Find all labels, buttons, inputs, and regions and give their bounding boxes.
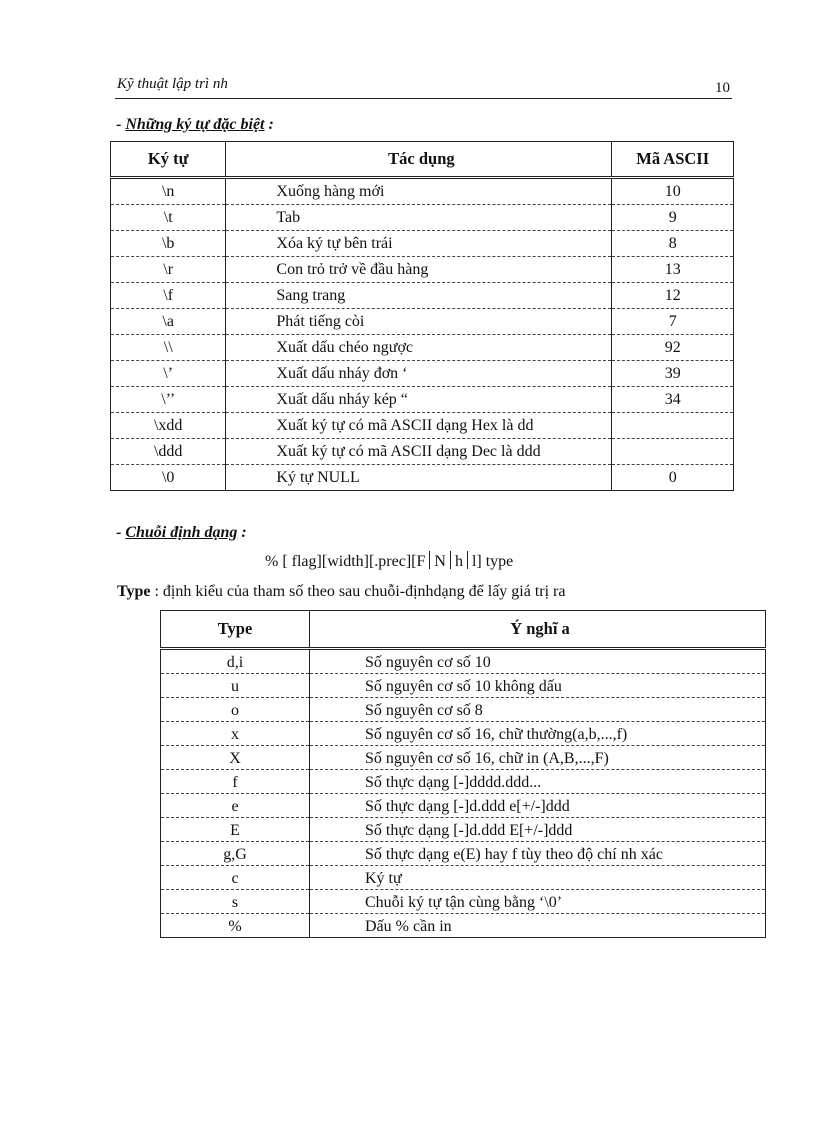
table-cell: Tab	[226, 205, 612, 231]
type-label: Type	[117, 583, 151, 600]
table-cell: \’	[111, 361, 226, 387]
special-chars-table	[110, 141, 734, 491]
section-format-string-heading: - Chuỗi định dạng :	[116, 524, 247, 541]
table-cell: %	[161, 914, 310, 938]
table-cell: 12	[612, 283, 734, 309]
table-cell: Số thực dạng e(E) hay f tùy theo độ chí nh xác	[310, 842, 766, 866]
table-row	[161, 746, 766, 770]
table-cell: \a	[111, 309, 226, 335]
table-cell: Số nguyên cơ số 16, chữ thường(a,b,...,f)	[310, 722, 766, 746]
table-cell: Số thực dạng [-]dddd.ddd...	[310, 770, 766, 794]
table-cell: 92	[612, 335, 734, 361]
table-row	[161, 890, 766, 914]
table-row	[111, 178, 734, 205]
table-cell: g,G	[161, 842, 310, 866]
table-cell: Số nguyên cơ số 10	[310, 649, 766, 674]
table-cell: 0	[612, 465, 734, 491]
type-text: : định kiểu của tham số theo sau chuỗi-địnhdạng để lấy giá trị ra	[150, 583, 566, 600]
section-special-chars-label: Những ký tự đặc biệt	[125, 116, 265, 133]
table-cell: Ký tự	[310, 866, 766, 890]
section-format-string-label: Chuỗi định dạng	[125, 524, 238, 541]
header-title: Kỹ thuật lập trì nh	[117, 76, 228, 92]
table-cell: Xuống hàng mới	[226, 178, 612, 205]
table-row	[161, 914, 766, 938]
table-cell: o	[161, 698, 310, 722]
section-special-chars-heading: - Những ký tự đặc biệt :	[116, 116, 274, 133]
table-cell: Số nguyên cơ số 8	[310, 698, 766, 722]
table-cell: x	[161, 722, 310, 746]
table-cell: 8	[612, 231, 734, 257]
table-row	[161, 818, 766, 842]
table-cell: X	[161, 746, 310, 770]
table-row	[161, 866, 766, 890]
table-cell: \n	[111, 178, 226, 205]
table-row	[111, 231, 734, 257]
separator-bar	[467, 551, 468, 569]
table-row	[111, 413, 734, 439]
table-cell: 9	[612, 205, 734, 231]
table-cell: Con trỏ trở về đầu hàng	[226, 257, 612, 283]
table-row	[111, 309, 734, 335]
table-cell: 7	[612, 309, 734, 335]
table-header-row	[111, 142, 734, 178]
column-header: Ký tự	[111, 142, 226, 178]
separator-bar	[429, 551, 430, 569]
table-cell: Xuất dấu nháy kép “	[226, 387, 612, 413]
column-header: Tác dụng	[226, 142, 612, 178]
format-syntax: % [ flag][width][.prec][F N h l] type	[265, 553, 514, 570]
table-cell: \ddd	[111, 439, 226, 465]
table-cell: Số thực dạng [-]d.ddd E[+/-]ddd	[310, 818, 766, 842]
table-cell	[612, 439, 734, 465]
column-header: Mã ASCII	[612, 142, 734, 178]
table-cell: Xóa ký tự bên trái	[226, 231, 612, 257]
table-row	[161, 770, 766, 794]
table-row	[111, 205, 734, 231]
table-row	[111, 335, 734, 361]
table-header-row	[161, 611, 766, 649]
table-row	[161, 842, 766, 866]
table-cell: \r	[111, 257, 226, 283]
column-header: Ý nghĩ a	[310, 611, 766, 649]
table-cell: Ký tự NULL	[226, 465, 612, 491]
table-cell: Dấu % cần in	[310, 914, 766, 938]
table-cell: \\	[111, 335, 226, 361]
table-cell: c	[161, 866, 310, 890]
table-cell: 10	[612, 178, 734, 205]
page-header	[115, 72, 732, 99]
table-cell: 13	[612, 257, 734, 283]
table-row	[161, 649, 766, 674]
table-cell: s	[161, 890, 310, 914]
table-row	[111, 361, 734, 387]
format-types-table	[160, 610, 766, 938]
table-cell: Xuất ký tự có mã ASCII dạng Hex là dd	[226, 413, 612, 439]
table-cell: Sang trang	[226, 283, 612, 309]
table-row	[111, 257, 734, 283]
table-cell: Số nguyên cơ số 16, chữ in (A,B,...,F)	[310, 746, 766, 770]
table-row	[111, 387, 734, 413]
table-cell: e	[161, 794, 310, 818]
table-cell: Chuỗi ký tự tận cùng bằng ‘\0’	[310, 890, 766, 914]
separator-bar	[450, 551, 451, 569]
table-cell: Số thực dạng [-]d.ddd e[+/-]ddd	[310, 794, 766, 818]
table-cell: \t	[111, 205, 226, 231]
table-cell: Phát tiếng còi	[226, 309, 612, 335]
type-description	[117, 583, 565, 601]
table-row	[161, 674, 766, 698]
table-cell: f	[161, 770, 310, 794]
table-cell: \b	[111, 231, 226, 257]
table-cell: Số nguyên cơ số 10 không dấu	[310, 674, 766, 698]
table-row	[161, 794, 766, 818]
column-header: Type	[161, 611, 310, 649]
table-cell: 39	[612, 361, 734, 387]
table-cell: d,i	[161, 649, 310, 674]
table-cell: \xdd	[111, 413, 226, 439]
table-row	[161, 722, 766, 746]
table-cell	[612, 413, 734, 439]
table-row	[161, 698, 766, 722]
table-cell: \’’	[111, 387, 226, 413]
page-number: 10	[715, 80, 730, 96]
table-cell: Xuất dấu nháy đơn ‘	[226, 361, 612, 387]
table-cell: Xuất dấu chéo ngược	[226, 335, 612, 361]
table-cell: 34	[612, 387, 734, 413]
table-cell: E	[161, 818, 310, 842]
table-row	[111, 283, 734, 309]
table-cell: u	[161, 674, 310, 698]
table-cell: Xuất ký tự có mã ASCII dạng Dec là ddd	[226, 439, 612, 465]
table-row	[111, 439, 734, 465]
table-cell: \0	[111, 465, 226, 491]
table-cell: \f	[111, 283, 226, 309]
table-row	[111, 465, 734, 491]
